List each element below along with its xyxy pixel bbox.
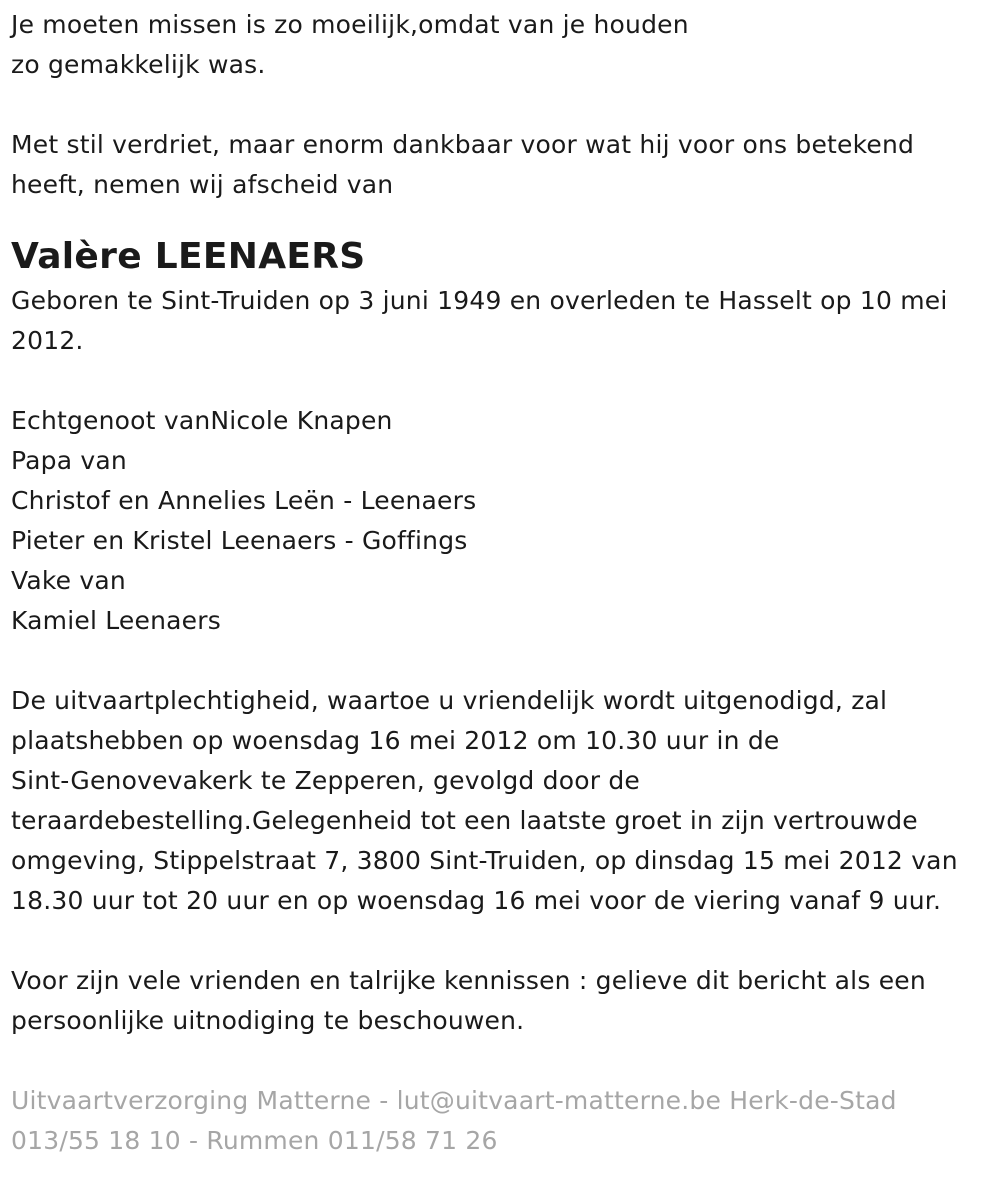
funeral-home-line: 013/55 18 10 - Rummen 011/58 71 26 (11, 1126, 498, 1155)
ceremony-line: plaatshebben op woensdag 16 mei 2012 om 10.30 uur in de (11, 726, 780, 755)
family-line: Kamiel Leenaers (11, 606, 221, 635)
spacer (11, 1041, 1000, 1081)
ceremony-line: De uitvaartplechtigheid, waartoe u vriendelijk wordt uitgenodigd, zal (11, 686, 888, 715)
deceased-name: Valère LEENAERS (11, 236, 366, 277)
funeral-home-line: Uitvaartverzorging Matterne - lut@uitvaart-matterne.be Herk-de-Stad (11, 1086, 897, 1115)
ceremony-line: 18.30 uur tot 20 uur en op woensdag 16 mei voor de viering vanaf 9 uur. (11, 886, 942, 915)
intro-text (11, 125, 1000, 205)
spacer (11, 641, 1000, 681)
family-list (11, 401, 1000, 641)
ceremony-line: Sint-Genovevakerk te Zepperen, gevolgd door de (11, 766, 640, 795)
opening-quote (11, 0, 1000, 85)
ceremony-line: omgeving, Stippelstraat 7, 3800 Sint-Truiden, op dinsdag 15 mei 2012 van (11, 846, 958, 875)
birth-death-line: Geboren te Sint-Truiden op 3 juni 1949 en overleden te Hasselt op 10 mei (11, 286, 948, 315)
spacer (11, 85, 1000, 125)
funeral-home-footer (11, 1081, 1000, 1161)
family-line: Pieter en Kristel Leenaers - Goffings (11, 526, 468, 555)
birth-death-line: 2012. (11, 326, 84, 355)
closing-text (11, 961, 1000, 1041)
ceremony-line: teraardebestelling.Gelegenheid tot een laatste groet in zijn vertrouwde (11, 806, 918, 835)
family-line: Vake van (11, 566, 126, 595)
birth-death-info (11, 281, 1000, 361)
spacer (11, 921, 1000, 961)
intro-line: heeft, nemen wij afscheid van (11, 170, 394, 199)
family-line: Echtgenoot vanNicole Knapen (11, 406, 393, 435)
closing-line: persoonlijke uitnodiging te beschouwen. (11, 1006, 525, 1035)
quote-line: zo gemakkelijk was. (11, 50, 266, 79)
spacer (11, 361, 1000, 401)
quote-line: Je moeten missen is zo moeilijk,omdat van je houden (11, 10, 689, 39)
family-line: Christof en Annelies Leën - Leenaers (11, 486, 477, 515)
closing-line: Voor zijn vele vrienden en talrijke kennissen : gelieve dit bericht als een (11, 966, 926, 995)
intro-line: Met stil verdriet, maar enorm dankbaar voor wat hij voor ons betekend (11, 130, 915, 159)
family-line: Papa van (11, 446, 127, 475)
ceremony-details (11, 681, 1000, 921)
spacer (11, 205, 1000, 233)
